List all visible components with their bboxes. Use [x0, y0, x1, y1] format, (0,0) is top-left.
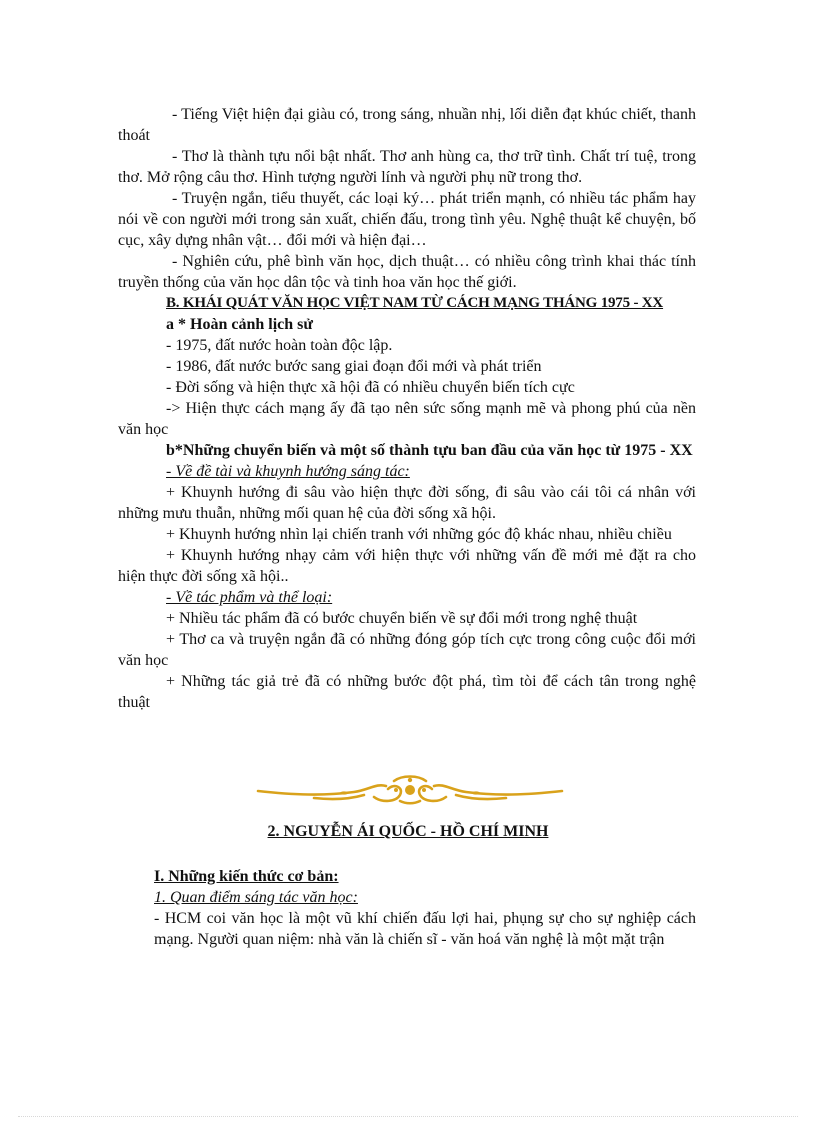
- paragraph-prose: - Truyện ngắn, tiểu thuyết, các loại ký… phát triển mạnh, có nhiều tác phẩm hay nói về con người mới trong sản xuất, chiến đấu, trong tình yêu. Nghệ thuật kể chuyện, bố cục, xây dựng nhân vật… đổi mới và hiện đại…: [118, 190, 696, 249]
- list-item: + Khuynh hướng nhạy cảm với hiện thực với những vấn đề mới mẻ đặt ra cho hiện thực đời sống xã hội..: [118, 547, 696, 585]
- section-2-title-text: 2. NGUYỄN ÁI QUỐC - HỒ CHÍ MINH: [267, 823, 549, 840]
- list-item: - 1975, đất nước hoàn toàn độc lập.: [166, 337, 393, 354]
- section-2-title: [0, 823, 816, 841]
- list-item: + Thơ ca và truyện ngắn đã có những đóng góp tích cực trong công cuộc đổi mới văn học: [118, 631, 696, 669]
- subsection-b-heading: b*Những chuyển biến và một số thành tựu ban đầu của văn học từ 1975 - XX: [166, 442, 693, 459]
- paragraph-vietnamese-language: - Tiếng Việt hiện đại giàu có, trong sáng, nhuần nhị, lối diễn đạt khúc chiết, thanh thoát: [118, 106, 696, 144]
- sub-heading-themes: - Về đề tài và khuynh hướng sáng tác:: [166, 463, 410, 480]
- list-item: + Khuynh hướng đi sâu vào hiện thực đời sống, đi sâu vào cái tôi cá nhân với những mưu thuẫn, những mối quan hệ của đời sống xã hội.: [118, 484, 696, 522]
- subsection-a-heading: a * Hoàn cảnh lịch sử: [166, 316, 313, 333]
- list-item: - 1986, đất nước bước sang giai đoạn đổi mới và phát triển: [166, 358, 542, 375]
- section-2-body: - HCM coi văn học là một vũ khí chiến đấu lợi hai, phụng sự cho sự nghiệp cách mạng. Người quan niệm: nhà văn là chiến sĩ - văn hoá văn nghệ là một mặt trận: [154, 910, 696, 948]
- list-item: + Những tác giả trẻ đã có những bước đột phá, tìm tòi để cách tân trong nghệ thuật: [118, 673, 696, 711]
- main-text: [118, 104, 696, 713]
- list-item: + Nhiều tác phẩm đã có bước chuyển biến về sự đổi mới trong nghệ thuật: [166, 610, 638, 627]
- list-item: - Đời sống và hiện thực xã hội đã có nhiều chuyển biến tích cực: [166, 379, 575, 396]
- section-2-content: [154, 866, 696, 950]
- list-item: -> Hiện thực cách mạng ấy đã tạo nên sức sống mạnh mẽ và phong phú của nền văn học: [118, 400, 696, 438]
- list-item: + Khuynh hướng nhìn lại chiến tranh với những góc độ khác nhau, nhiều chiều: [166, 526, 672, 543]
- paragraph-criticism: - Nghiên cứu, phê bình văn học, dịch thuật… có nhiều công trình khai thác tính truyền thống của văn học dân tộc và tinh hoa văn học thế giới.: [118, 253, 696, 291]
- section-b-heading: B. KHÁI QUÁT VĂN HỌC VIỆT NAM TỪ CÁCH MẠNG THÁNG 1975 - XX: [166, 295, 664, 311]
- section-2-heading-basic-knowledge: I. Những kiến thức cơ bản:: [154, 868, 339, 885]
- decorative-divider-icon: [254, 775, 566, 805]
- paragraph-poetry: - Thơ là thành tựu nổi bật nhất. Thơ anh hùng ca, thơ trữ tình. Chất trí tuệ, trong thơ. Mở rộng câu thơ. Hình tượng người lính và người phụ nữ trong thơ.: [118, 148, 696, 186]
- section-2-subheading-viewpoint: 1. Quan điểm sáng tác văn học:: [154, 889, 358, 906]
- page-footer-line: [18, 1116, 798, 1117]
- sub-heading-works: - Về tác phẩm và thể loại:: [166, 589, 333, 606]
